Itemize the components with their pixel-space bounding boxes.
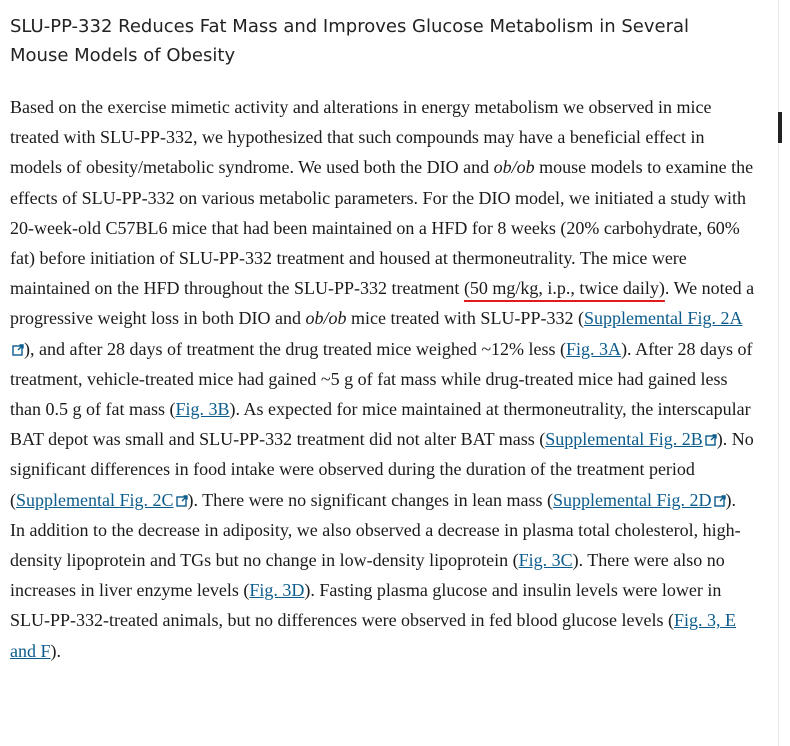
text-run: ). There were also no increases in liver enzyme levels ( [10,550,725,601]
text-run: ). There were no significant changes in lean mass ( [187,489,554,510]
text-run: ), and after 28 days of treatment the drug treated mice weighed ~12% less ( [24,338,567,359]
link-fig-3d[interactable]: Fig. 3D [249,580,305,601]
external-link-icon [12,344,24,356]
text-run: Based on the exercise mimetic activity and alterations in energy metabolism we observed in mice treated with SLU-PP-332, we hypothesized that such compounds may have a beneficial effect in models of obesity/metabolic syndrome. We used both the DIO and [10,97,712,178]
link-label: Supplemental Fig. 2C [16,489,174,510]
text-run: ). No significant differences in food intake were observed during the duration of the treatment period ( [10,429,754,510]
link-fig-3c[interactable]: Fig. 3C [518,550,573,571]
italic-obob: ob/ob [493,157,535,178]
body-paragraph [10,92,755,666]
link-fig-3b[interactable]: Fig. 3B [175,399,230,420]
text-run: ). After 28 days of treatment, vehicle-treated mice had gained ~5 g of fat mass while drug-treated mice had gained less than 0.5 g of fat mass ( [10,338,753,420]
link-supplemental-fig-2c[interactable] [16,490,188,510]
text-run: ). Fasting plasma glucose and insulin levels were lower in SLU-PP-332-treated animals, but no differences were observed in fed blood glucose levels ( [10,580,722,631]
scrollbar-thumb[interactable] [778,112,782,143]
external-link-icon [705,434,717,446]
text-run: mouse models to examine the effects of SLU-PP-332 on various metabolic parameters. For the DIO model, we initiated a study with 20-week-old C57BL6 mice that had been maintained on a HFD for 8 weeks (20% carbohydrate, 60% fat) before initiation of SLU-PP-332 treatment and housed at thermoneutrality. The mice were maintained on the HFD throughout the SLU-PP-332 treatment [10,157,754,299]
text-run: ). As expected for mice maintained at thermoneutrality, the interscapular BAT depot was small and SLU-PP-332 treatment did not alter BAT mass ( [10,399,751,450]
link-supplemental-fig-2b[interactable] [545,429,717,449]
text-run: ). [50,640,61,661]
italic-obob: ob/ob [305,308,347,329]
link-fig-3ef[interactable]: Fig. 3, E and F [10,610,736,661]
section-title: SLU-PP-332 Reduces Fat Mass and Improves Glucose Metabolism in Several Mouse Models of Obesity [10,16,690,66]
text-run: . We noted a progressive weight loss in both DIO and [10,278,755,329]
text-run: ). In addition to the decrease in adiposity, we also observed a decrease in plasma total cholesterol, high-density lipoprotein and TGs but no change in low-density lipoprotein ( [10,489,741,571]
article-section [10,0,760,666]
text-run: mice treated with SLU-PP-332 ( [346,308,584,329]
link-fig-3a[interactable]: Fig. 3A [566,338,622,359]
link-supplemental-fig-2d[interactable] [553,490,726,510]
dose-annotation: (50 mg/kg, i.p., twice daily) [463,278,665,299]
external-link-icon [176,495,188,507]
link-label: Supplemental Fig. 2A [583,308,743,329]
external-link-icon [714,495,726,507]
link-label: Supplemental Fig. 2D [553,489,712,510]
link-label: Supplemental Fig. 2B [545,429,703,450]
